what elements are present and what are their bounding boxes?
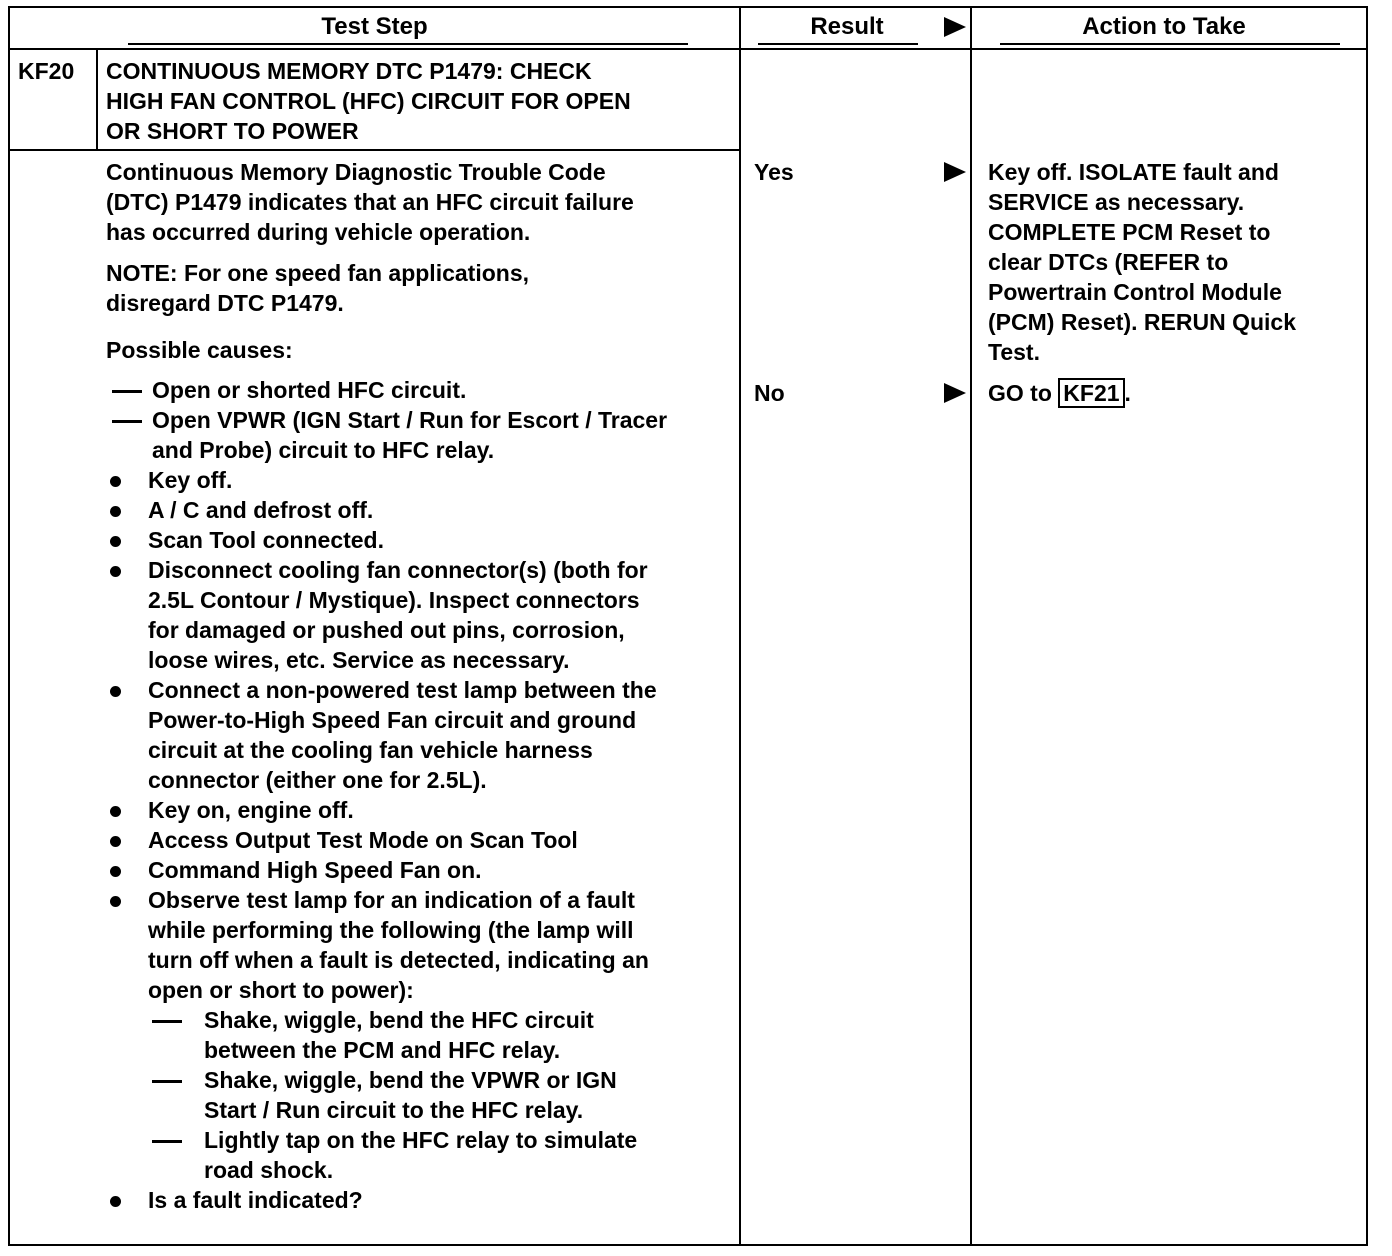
bullet-icon xyxy=(110,896,121,907)
bullet-icon xyxy=(110,1196,121,1207)
header-bottom-line xyxy=(8,48,1368,50)
header-action-underline xyxy=(1000,43,1340,45)
arrow-no-icon xyxy=(944,383,966,403)
list-item: Scan Tool connected. xyxy=(110,525,735,555)
intro-text: Continuous Memory Diagnostic Trouble Code (DTC) P1479 indicates that an HFC circuit failure has occurred during vehicle operation. xyxy=(106,159,634,245)
header-arrow-icon xyxy=(944,17,966,37)
list-item: Connect a non-powered test lamp between the Power-to-High Speed Fan circuit and ground circuit at the cooling fan vehicle harness connector (either one for 2.5L). xyxy=(110,675,735,795)
list-item: Key on, engine off. xyxy=(110,795,735,825)
dash-icon xyxy=(112,420,142,423)
step-title-bottom-line xyxy=(8,149,741,151)
result-no: No xyxy=(754,380,785,406)
question-text: Is a fault indicated? xyxy=(148,1187,363,1213)
list-item: Open VPWR (IGN Start / Run for Escort / Tracer and Probe) circuit to HFC relay. xyxy=(112,405,732,465)
note-text: NOTE: For one speed fan applications, disregard DTC P1479. xyxy=(106,260,529,316)
sub-list-item: Lightly tap on the HFC relay to simulate road shock. xyxy=(110,1125,735,1185)
steps-list xyxy=(110,465,735,1215)
list-item: Observe test lamp for an indication of a fault while performing the following (the lamp will turn off when a fault is detected, indicating an open or short to power): xyxy=(110,885,735,1005)
action-yes: Key off. ISOLATE fault and SERVICE as necessary. COMPLETE PCM Reset to clear DTCs (REFER to Powertrain Control Module (PCM) Reset). RERUN Quick Test. xyxy=(988,159,1296,365)
divider-action xyxy=(970,6,972,1246)
action-no: GO to KF21 . xyxy=(988,380,1131,406)
list-item: Open or shorted HFC circuit. xyxy=(112,375,732,405)
dash-icon xyxy=(152,1020,182,1023)
header-result: Result xyxy=(810,13,884,40)
kf21-link[interactable]: KF21 xyxy=(1058,378,1124,408)
dash-icon xyxy=(152,1140,182,1143)
result-yes: Yes xyxy=(754,159,794,185)
bullet-icon xyxy=(110,506,121,517)
step-id: KF20 xyxy=(18,58,75,84)
bullet-icon xyxy=(110,536,121,547)
bullet-icon xyxy=(110,866,121,877)
bullet-icon xyxy=(110,836,121,847)
step-title: CONTINUOUS MEMORY DTC P1479: CHECK HIGH FAN CONTROL (HFC) CIRCUIT FOR OPEN OR SHORT TO POWER xyxy=(106,58,631,144)
bullet-icon xyxy=(110,686,121,697)
list-item: Access Output Test Mode on Scan Tool xyxy=(110,825,735,855)
dash-icon xyxy=(152,1080,182,1083)
bullet-icon xyxy=(110,476,121,487)
causes-list xyxy=(112,375,732,465)
list-item: Disconnect cooling fan connector(s) (both for 2.5L Contour / Mystique). Inspect connectors for damaged or pushed out pins, corrosion, loose wires, etc. Service as necessary. xyxy=(110,555,735,675)
header-test-step-underline xyxy=(128,43,688,45)
header-result-underline xyxy=(758,43,918,45)
list-item: Command High Speed Fan on. xyxy=(110,855,735,885)
bullet-icon xyxy=(110,566,121,577)
sub-list-item: Shake, wiggle, bend the HFC circuit between the PCM and HFC relay. xyxy=(110,1005,735,1065)
divider-step-id xyxy=(96,48,98,150)
header-test-step: Test Step xyxy=(321,13,428,40)
header-action: Action to Take xyxy=(1082,13,1246,40)
list-item xyxy=(110,1185,735,1215)
arrow-yes-icon xyxy=(944,162,966,182)
bullet-icon xyxy=(110,806,121,817)
divider-result xyxy=(739,6,741,1246)
possible-causes-label: Possible causes: xyxy=(106,337,293,363)
list-item: Key off. xyxy=(110,465,735,495)
sub-list-item: Shake, wiggle, bend the VPWR or IGN Start / Run circuit to the HFC relay. xyxy=(110,1065,735,1125)
dash-icon xyxy=(112,390,142,393)
list-item: A / C and defrost off. xyxy=(110,495,735,525)
